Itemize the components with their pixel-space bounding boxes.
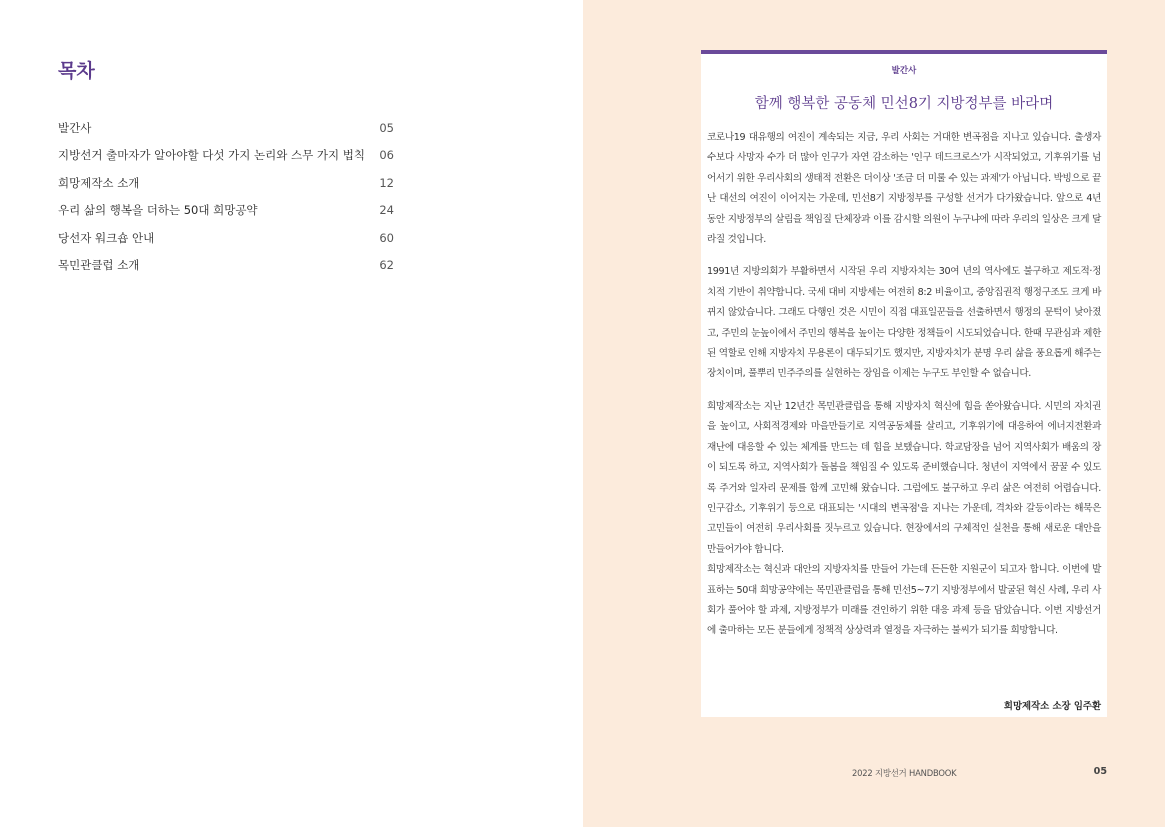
preface-article xyxy=(701,50,1107,717)
article-section-label: 발간사 xyxy=(891,66,917,76)
toc-item-label: 지방선거 출마자가 알아야할 다섯 가지 논리와 스무 가지 법칙 xyxy=(58,148,365,163)
article-paragraph: 코로나19 대유행의 여진이 계속되는 지금, 우리 사회는 거대한 변곡점을 지나고 있습니다. 출생자 수보다 사망자 수가 더 많아 인구가 자연 감소하는 '인구 데드크로스'가 시작되었고, 기후위기를 넘어서기 위한 우리사회의 생태적 전환은 더이상 '조금 더 미룰 수 있는 과제'가 아닙니다. 박빙으로 끝난 대선의 여진이 이어지는 가운데, 민선8기 지방정부를 구성할 선거가 다가왔습니다. 앞으로 4년 동안 지방정부의 살림을 책임질 단체장과 이를 감시할 의원이 누구냐에 따라 우리의 일상은 크게 달라질 것입니다. xyxy=(707,132,1101,246)
toc-item-label: 희망제작소 소개 xyxy=(58,175,140,190)
toc-item-workshop[interactable] xyxy=(58,224,394,252)
article-paragraph: 1991년 지방의회가 부활하면서 시작된 우리 지방자치는 30여 년의 역사에도 불구하고 제도적·정치적 기반이 취약합니다. 국세 대비 지방세는 여전히 8:2 비율이고, 중앙집권적 행정구조도 크게 바뀌지 않았습니다. 그래도 다행인 것은 시민이 직접 대표일꾼들을 선출하면서 행정의 문턱이 낮아졌고, 주민의 눈높이에서 주민의 행복을 높이는 다양한 정책들이 시도되었습니다. 한때 무관심과 제한된 역할로 인해 지방자치 무용론이 대두되기도 했지만, 지방자치가 분명 우리 삶을 풍요롭게 해주는 장치이며, 풀뿌리 민주주의를 실현하는 장임을 이제는 누구도 부인할 수 없습니다. xyxy=(707,266,1101,380)
footer-page-number: 05 xyxy=(1093,766,1107,777)
article-paragraph: 희망제작소는 지난 12년간 목민관클럽을 통해 지방자치 혁신에 힘을 쏟아왔습니다. 시민의 자치권을 높이고, 사회적경제와 마을만들기로 지역공동체를 살리고, 기후위기에 대응하여 에너지전환과 재난에 대응할 수 있는 체계를 만드는 데 힘을 보탰습니다. 학교담장을 넘어 지역사회가 배움의 장이 되도록 하고, 지역사회가 돌봄을 책임질 수 있도록 준비했습니다. 청년이 지역에서 꿈꿀 수 있도록 주거와 일자리 문제를 함께 고민해 왔습니다. 그럼에도 불구하고 우리 삶은 여전히 어렵습니다. 인구감소, 기후위기 등으로 대표되는 '시대의 변곡점'을 지나는 가운데, 격차와 갈등이라는 해묵은 고민들이 여전히 우리사회를 짓누르고 있습니다. 현장에서의 구체적인 실천을 통해 새로운 대안을 만들어가야 합니다. xyxy=(707,400,1101,555)
toc-item-label: 목민관클럽 소개 xyxy=(58,258,140,273)
footer-handbook-title: 2022 지방선거 HANDBOOK xyxy=(852,768,957,778)
toc-item-label: 우리 삶의 행복을 더하는 50대 희망공약 xyxy=(58,203,258,218)
toc-item-about[interactable] xyxy=(58,169,394,197)
toc-title: 목차 xyxy=(58,60,95,82)
article-signature: 희망제작소 소장 임주환 xyxy=(1003,701,1101,712)
toc-item-label: 발간사 xyxy=(58,120,92,135)
toc-item-page: 60 xyxy=(379,230,394,245)
toc-item-page: 05 xyxy=(379,120,394,135)
toc-list xyxy=(58,114,394,279)
toc-item-page: 24 xyxy=(379,203,394,218)
toc-item-rules[interactable] xyxy=(58,142,394,170)
toc-item-page: 12 xyxy=(379,175,394,190)
article-body xyxy=(707,128,1101,642)
article-title: 함께 행복한 공동체 민선8기 지방정부를 바라며 xyxy=(754,96,1054,112)
toc-item-page: 06 xyxy=(379,148,394,163)
article-paragraph: 희망제작소는 혁신과 대안의 지방자치를 만들어 가는데 든든한 지원군이 되고자 합니다. 이번에 발표하는 50대 희망공약에는 목민관클럽을 통해 민선5~7기 지방정부에서 발굴된 혁신 사례, 우리 사회가 풀어야 할 과제, 지방정부가 미래를 견인하기 위한 대응 과제 등을 담았습니다. 이번 지방선거에 출마하는 모든 분들에게 정책적 상상력과 열정을 자극하는 불씨가 되기를 희망합니다. xyxy=(707,564,1101,637)
toc-item-preface[interactable] xyxy=(58,114,394,142)
toc-item-pledges[interactable] xyxy=(58,197,394,225)
toc-item-page: 62 xyxy=(379,258,394,273)
toc-item-club[interactable] xyxy=(58,252,394,280)
toc-item-label: 당선자 워크숍 안내 xyxy=(58,230,155,245)
